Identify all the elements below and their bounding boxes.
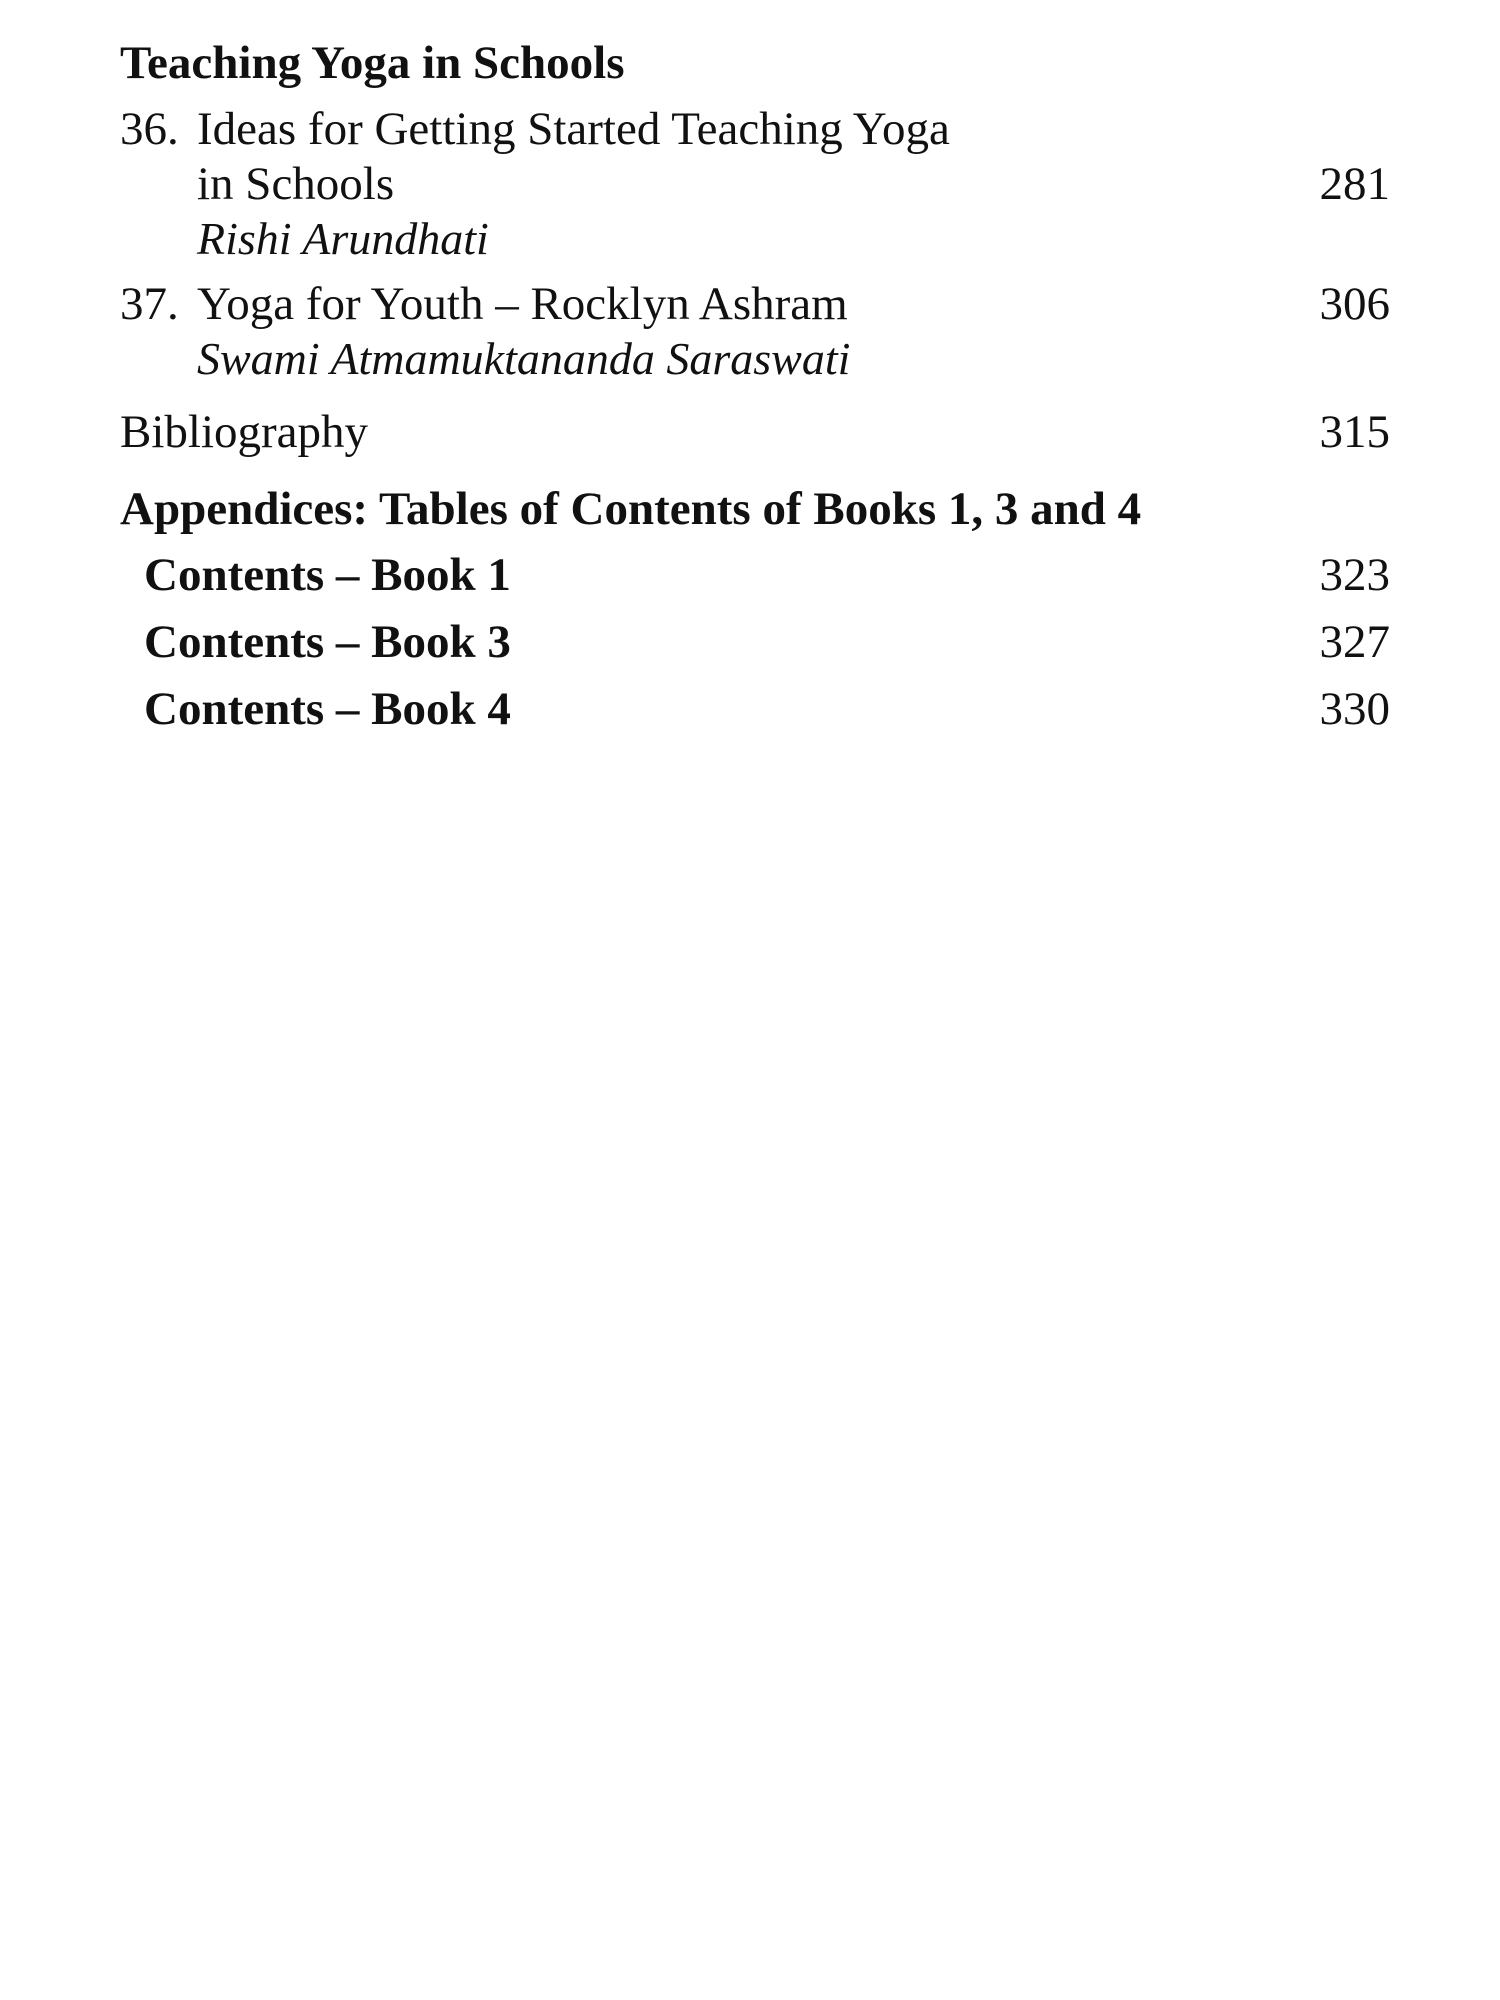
entry-title-line-2: in Schools bbox=[197, 158, 395, 210]
appendix-item-page-number: 323 bbox=[1319, 549, 1390, 601]
bibliography-page-number: 315 bbox=[1319, 406, 1390, 458]
entry-page-number: 281 bbox=[1319, 158, 1390, 210]
entry-page-number: 306 bbox=[1319, 278, 1390, 330]
toc-entry-contents-book-3[interactable] bbox=[120, 609, 1390, 676]
appendix-item-page-number: 330 bbox=[1319, 683, 1390, 735]
entry-title-line-1: Yoga for Youth – Rocklyn Ashram bbox=[197, 278, 848, 330]
entry-author: Swami Atmamuktananda Saraswati bbox=[197, 333, 851, 384]
appendix-item-page-number: 327 bbox=[1319, 616, 1390, 668]
entry-body bbox=[197, 102, 1390, 266]
appendix-item-label: Contents – Book 3 bbox=[144, 616, 511, 668]
toc-entry-36[interactable] bbox=[120, 102, 1390, 267]
toc-entry-bibliography[interactable] bbox=[120, 405, 1390, 460]
appendix-item-label: Contents – Book 1 bbox=[144, 549, 511, 601]
entry-author: Rishi Arundhati bbox=[197, 213, 489, 264]
entry-number: 37. bbox=[120, 278, 179, 330]
toc-entry-contents-book-1[interactable] bbox=[120, 542, 1390, 609]
bibliography-label: Bibliography bbox=[120, 406, 369, 458]
toc-entry-37[interactable] bbox=[120, 277, 1390, 391]
entry-body bbox=[197, 277, 1390, 386]
table-of-contents-page bbox=[120, 30, 1390, 743]
entry-number: 36. bbox=[120, 103, 179, 155]
toc-entry-contents-book-4[interactable] bbox=[120, 676, 1390, 743]
section-heading: Teaching Yoga in Schools bbox=[120, 37, 625, 89]
entry-title-line-1: Ideas for Getting Started Teaching Yoga bbox=[197, 103, 950, 155]
appendices-heading: Appendices: Tables of Contents of Books 1, 3 and 4 bbox=[120, 483, 1142, 535]
appendix-item-label: Contents – Book 4 bbox=[144, 683, 511, 735]
